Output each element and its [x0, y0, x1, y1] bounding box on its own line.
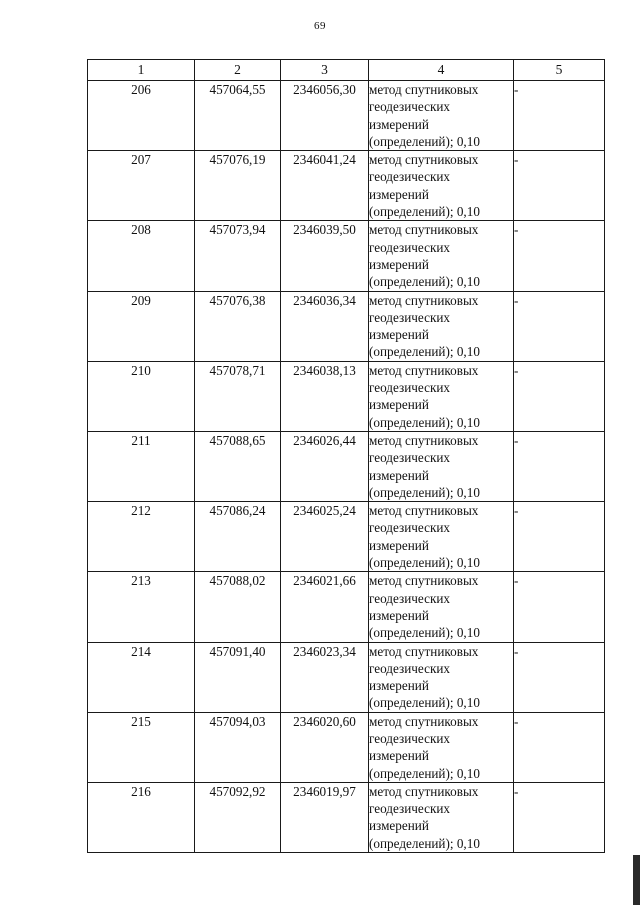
table-row: [88, 712, 605, 782]
point-number-cell: 216: [88, 782, 195, 852]
column-header-5: 5: [514, 60, 605, 81]
x-coordinate-cell: 457091,40: [195, 642, 281, 712]
note-cell: -: [514, 221, 605, 291]
x-coordinate-cell: 457088,02: [195, 572, 281, 642]
x-coordinate-cell: 457092,92: [195, 782, 281, 852]
method-accuracy-cell: метод спутниковых геодезических измерений (определений); 0,10: [369, 782, 514, 852]
table-header: [88, 60, 605, 81]
point-number-cell: 211: [88, 431, 195, 501]
note-cell: -: [514, 151, 605, 221]
note-cell: -: [514, 782, 605, 852]
y-coordinate-cell: 2346039,50: [281, 221, 369, 291]
method-accuracy-cell: метод спутниковых геодезических измерений (определений); 0,10: [369, 642, 514, 712]
method-accuracy-cell: метод спутниковых геодезических измерений (определений); 0,10: [369, 151, 514, 221]
table-row: [88, 502, 605, 572]
x-coordinate-cell: 457064,55: [195, 81, 281, 151]
y-coordinate-cell: 2346038,13: [281, 361, 369, 431]
table-row: [88, 431, 605, 501]
table-row: [88, 221, 605, 291]
table-body: [88, 81, 605, 853]
point-number-cell: 206: [88, 81, 195, 151]
coordinates-table: [87, 59, 605, 853]
column-header-1: 1: [88, 60, 195, 81]
note-cell: -: [514, 361, 605, 431]
method-accuracy-cell: метод спутниковых геодезических измерений (определений); 0,10: [369, 502, 514, 572]
point-number-cell: 207: [88, 151, 195, 221]
point-number-cell: 215: [88, 712, 195, 782]
method-accuracy-cell: метод спутниковых геодезических измерений (определений); 0,10: [369, 221, 514, 291]
y-coordinate-cell: 2346023,34: [281, 642, 369, 712]
x-coordinate-cell: 457088,65: [195, 431, 281, 501]
note-cell: -: [514, 642, 605, 712]
x-coordinate-cell: 457078,71: [195, 361, 281, 431]
x-coordinate-cell: 457073,94: [195, 221, 281, 291]
y-coordinate-cell: 2346019,97: [281, 782, 369, 852]
y-coordinate-cell: 2346021,66: [281, 572, 369, 642]
table-row: [88, 151, 605, 221]
method-accuracy-cell: метод спутниковых геодезических измерений (определений); 0,10: [369, 291, 514, 361]
note-cell: -: [514, 712, 605, 782]
x-coordinate-cell: 457076,38: [195, 291, 281, 361]
method-accuracy-cell: метод спутниковых геодезических измерений (определений); 0,10: [369, 361, 514, 431]
note-cell: -: [514, 572, 605, 642]
column-header-2: 2: [195, 60, 281, 81]
method-accuracy-cell: метод спутниковых геодезических измерений (определений); 0,10: [369, 431, 514, 501]
table-row: [88, 782, 605, 852]
point-number-cell: 213: [88, 572, 195, 642]
y-coordinate-cell: 2346025,24: [281, 502, 369, 572]
method-accuracy-cell: метод спутниковых геодезических измерений (определений); 0,10: [369, 572, 514, 642]
point-number-cell: 208: [88, 221, 195, 291]
y-coordinate-cell: 2346056,30: [281, 81, 369, 151]
column-header-4: 4: [369, 60, 514, 81]
table-row: [88, 81, 605, 151]
x-coordinate-cell: 457094,03: [195, 712, 281, 782]
page-number: 69: [314, 20, 326, 32]
x-coordinate-cell: 457076,19: [195, 151, 281, 221]
column-header-3: 3: [281, 60, 369, 81]
y-coordinate-cell: 2346036,34: [281, 291, 369, 361]
point-number-cell: 212: [88, 502, 195, 572]
header-row: [88, 60, 605, 81]
point-number-cell: 210: [88, 361, 195, 431]
table-row: [88, 291, 605, 361]
method-accuracy-cell: метод спутниковых геодезических измерений (определений); 0,10: [369, 81, 514, 151]
note-cell: -: [514, 502, 605, 572]
note-cell: -: [514, 291, 605, 361]
y-coordinate-cell: 2346026,44: [281, 431, 369, 501]
table-row: [88, 572, 605, 642]
note-cell: -: [514, 431, 605, 501]
table-row: [88, 361, 605, 431]
x-coordinate-cell: 457086,24: [195, 502, 281, 572]
y-coordinate-cell: 2346041,24: [281, 151, 369, 221]
point-number-cell: 214: [88, 642, 195, 712]
method-accuracy-cell: метод спутниковых геодезических измерений (определений); 0,10: [369, 712, 514, 782]
point-number-cell: 209: [88, 291, 195, 361]
scan-edge-mark: [633, 855, 640, 905]
y-coordinate-cell: 2346020,60: [281, 712, 369, 782]
note-cell: -: [514, 81, 605, 151]
table-row: [88, 642, 605, 712]
